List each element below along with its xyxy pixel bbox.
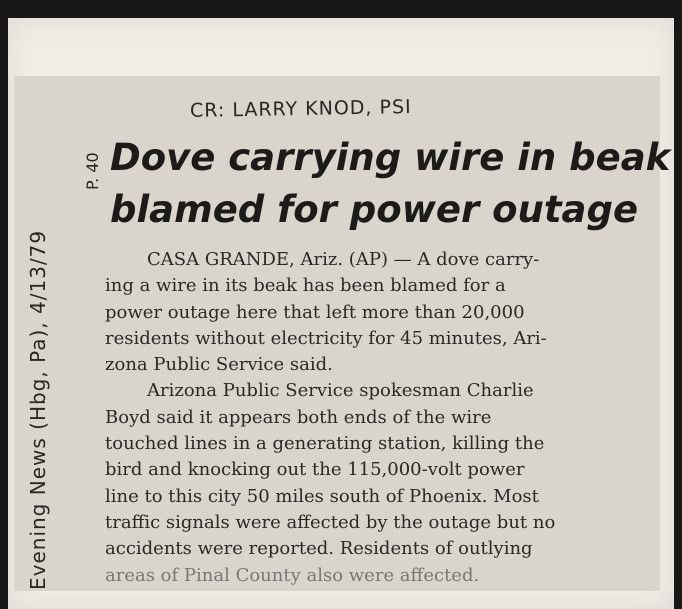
paragraph-2 (105, 378, 655, 588)
text-line: Boyd said it appears both ends of the wire (105, 406, 492, 428)
text-line: touched lines in a generating station, killing the (105, 433, 545, 455)
headline-line-2: blamed for power outage (110, 188, 639, 231)
text-line: CASA GRANDE, Ariz. (AP) — A dove carry- (147, 249, 540, 270)
text-line: line to this city 50 miles south of Phoenix. Most (105, 485, 539, 507)
text-line: power outage here that left more than 20,000 (105, 301, 525, 323)
text-line: bird and knocking out the 115,000-volt power (105, 459, 525, 481)
headline-line-1: Dove carrying wire in beak (110, 136, 671, 179)
text-line: residents without electricity for 45 minutes, Ari- (105, 327, 547, 349)
text-line: accidents were reported. Residents of outlying (105, 538, 533, 560)
source-note: Evening News (Hbg, Pa), 4/13/79 (26, 229, 50, 590)
text-line: zona Public Service said. (105, 354, 333, 376)
headline (110, 132, 670, 236)
credit-note: CR: LARRY KNOD, PSI (189, 96, 412, 122)
text-line: Arizona Public Service spokesman Charlie (147, 380, 534, 402)
paragraph-1 (105, 247, 655, 378)
article-body (105, 247, 655, 589)
text-line: areas of Pinal County also were affected. (105, 564, 480, 586)
text-line: ing a wire in its beak has been blamed for a (105, 275, 506, 297)
page-note: P. 40 (83, 152, 102, 190)
text-line: traffic signals were affected by the outage but no (105, 511, 556, 533)
